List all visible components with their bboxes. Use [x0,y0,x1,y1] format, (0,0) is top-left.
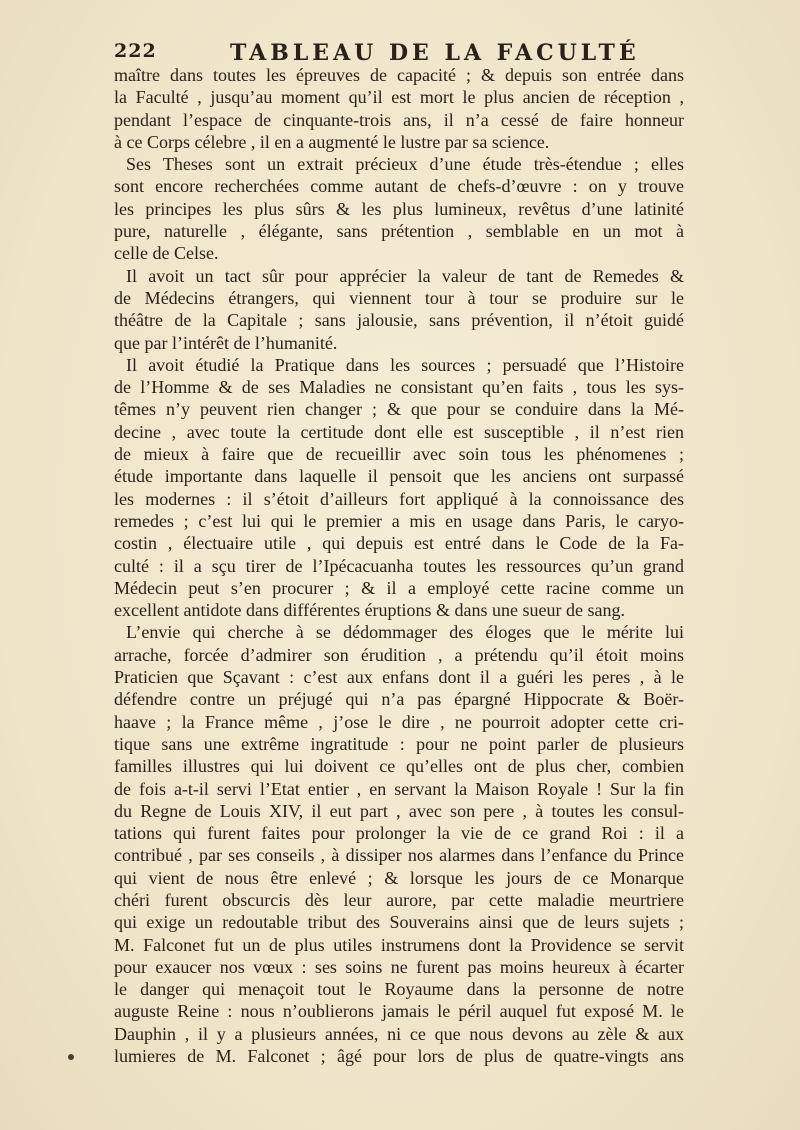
text-line: de Médecins étrangers, qui viennent tour à tour se produire sur le [114,287,684,308]
text-line: théâtre de la Capitale ; sans jalousie, sans prévention, il n’étoit guidé [114,310,684,331]
text-line: qui vient de nous être enlevé ; & lorsque les jours de ce Monarque [114,867,684,888]
text-line: Dauphin , il y a plusieurs années, ni ce que nous devons au zèle & aux [114,1023,684,1044]
text-line: auguste Reine : nous n’oublierons jamais le péril auquel fut exposé M. le [114,1001,684,1022]
text-line: à ce Corps célebre , il en a augmenté le lustre par sa science. [114,131,550,152]
text-line: lumieres de M. Falconet ; âgé pour lors de plus de quatre-vingts ans [114,1046,684,1067]
text-line: contribué , par ses conseils , à dissiper nos alarmes dans l’enfance du Prince [114,845,684,866]
text-line: remedes ; c’est lui qui le premier a mis en usage dans Paris, le caryo- [114,510,684,531]
text-line: arrache, forcée d’admirer son érudition , a prétendu qu’il étoit moins [114,644,684,665]
text-line: decine , avec toute la certitude dont elle est susceptible , il n’est rien [114,421,684,442]
text-line: haave ; la France même , j’ose le dire , ne pourroit adopter cette cri- [114,711,684,732]
running-title: TABLEAU DE LA FACULTÉ [230,40,640,66]
text-line: Praticien que Sçavant : c’est aux enfans dont il a guéri les peres , à le [114,667,684,688]
text-line: de mieux à faire que de recueillir avec soin tous les phénomenes ; [114,444,684,465]
text-line: L’envie qui cherche à se dédommager des éloges que le mérite lui [126,622,684,643]
text-line: que par l’intérêt de l’humanité. [114,332,338,353]
text-line: du Regne de Louis XIV, il eut part , avec son pere , à toutes les consul- [114,800,684,821]
text-line: M. Falconet fut un de plus utiles instrumens dont la Providence se servit [114,934,684,955]
text-line: maître dans toutes les épreuves de capacité ; & depuis son entrée dans [114,65,684,85]
body-text [114,64,684,1067]
text-line: les principes les plus sûrs & les plus lumineux, revêtus d’une latinité [114,198,684,219]
text-line: Ses Theses sont un extrait précieux d’une étude très-étendue ; elles [126,154,684,175]
text-line: les modernes : il s’étoit d’ailleurs fort appliqué à la connoissance des [114,488,684,509]
text-line: costin , électuaire utile , qui depuis est entré dans le Code de la Fa- [114,533,684,554]
text-line: têmes n’y peuvent rien changer ; & que pour se conduire dans la Mé- [114,399,684,420]
text-line: familles illustres qui lui doivent ce qu’elles ont de plus cher, combien [114,756,684,777]
text-line: le danger qui menaçoit tout le Royaume dans la personne de notre [114,979,684,1000]
text-line: tique sans une extrême ingratitude : pour ne point parler de plusieurs [114,733,684,754]
text-line: Médecin peut s’en procurer ; & il a employé cette racine comme un [114,577,684,598]
text-line: Il avoit un tact sûr pour apprécier la valeur de tant de Remedes & [126,265,684,286]
text-line: Il avoit étudié la Pratique dans les sources ; persuadé que l’Histoire [126,354,684,375]
text-line: étude importante dans laquelle il pensoit que les anciens ont surpassé [114,466,684,487]
text-line: défendre contre un préjugé qui n’a pas épargné Hippocrate & Boër- [114,689,684,710]
text-line: chéri furent obscurcis dès leur aurore, par cette maladie meurtriere [114,889,684,910]
text-line: sont encore recherchées comme autant de chefs-d’œuvre : on y trouve [114,176,684,197]
text-line: de l’Homme & de ses Maladies ne consistant qu’en faits , tous les sys- [114,377,684,398]
text-line: tations qui furent faites pour prolonger la vie de ce grand Roi : il a [114,823,684,844]
text-line: celle de Celse. [114,243,219,264]
text-line: de fois a-t-il servi l’Etat entier , en servant la Maison Royale ! Sur la fin [114,778,684,799]
ink-speck [68,1054,74,1060]
text-line: culté : il a sçu tirer de l’Ipécacuanha toutes les ressources qu’un grand [114,555,684,576]
text-line: pour exaucer nos vœux : ses soins ne furent pas moins heureux à écarter [114,956,684,977]
page-number: 222 [114,40,157,62]
text-line: la Faculté , jusqu’au moment qu’il est mort le plus ancien de réception , [114,87,684,108]
text-line: qui exige un redoutable tribut des Souverains ainsi que de leurs sujets ; [114,912,684,933]
text-line: pure, naturelle , élégante, sans prétention , semblable en un mot à [114,221,684,242]
text-line: excellent antidote dans différentes éruptions & dans une sueur de sang. [114,600,626,621]
text-line: pendant l’espace de cinquante-trois ans, il n’a cessé de faire honneur [114,109,684,130]
